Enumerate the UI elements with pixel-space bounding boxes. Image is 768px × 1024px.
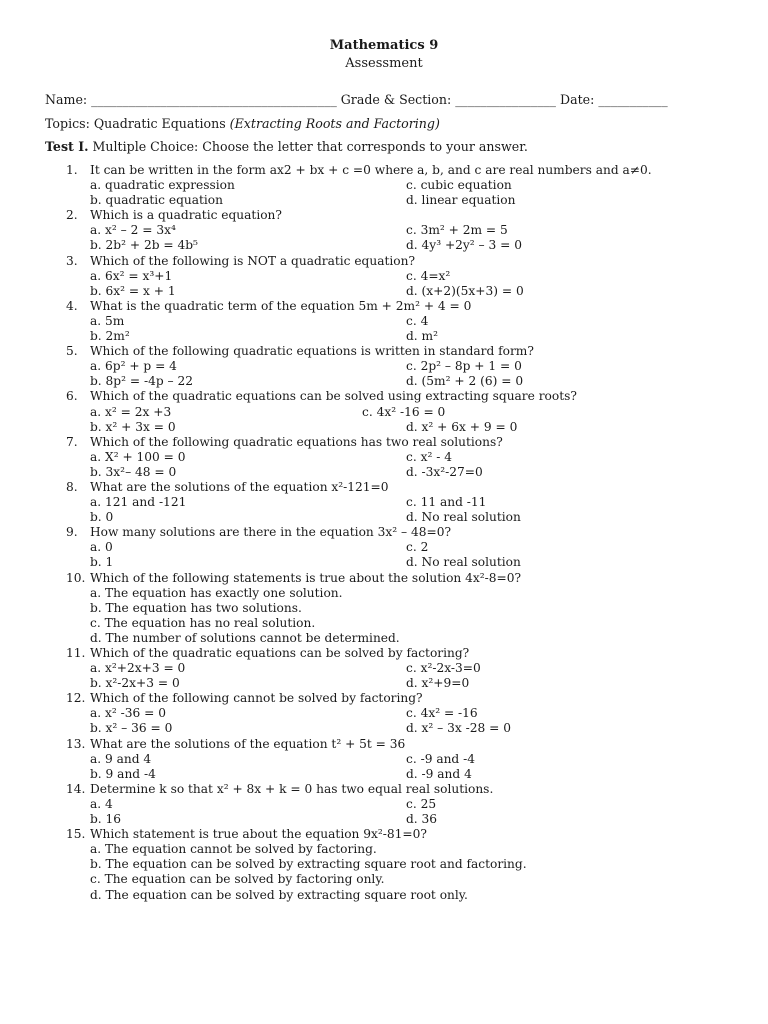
question-list [0, 163, 768, 903]
option-b: b. 8p² = -4p – 22 [90, 374, 193, 389]
question-row [0, 737, 768, 752]
option-a: a. quadratic expression [90, 178, 235, 193]
option-d: d. -9 and 4 [406, 766, 472, 781]
question-number: 4. [66, 298, 78, 313]
option-row [0, 223, 768, 238]
option-d: d. linear equation [406, 193, 516, 208]
option-b: b. The equation has two solutions. [90, 600, 302, 615]
option-d: d. No real solution [406, 510, 521, 525]
topics-label: Topics: Quadratic Equations [45, 116, 230, 131]
option-a: a. x² -36 = 0 [90, 706, 166, 721]
option-row [0, 405, 768, 420]
question-text: What is the quadratic term of the equation 5m + 2m² + 4 = 0 [90, 298, 472, 313]
question-row [0, 691, 768, 706]
question-text: Which of the following is NOT a quadratic equation? [90, 253, 415, 268]
question-row [0, 163, 768, 178]
option-d: d. (5m² + 2 (6) = 0 [406, 374, 524, 389]
option-d: d. x²+9=0 [406, 676, 470, 691]
option-row [0, 314, 768, 329]
option-b: b. 9 and -4 [90, 766, 156, 781]
option-c: c. -9 and -4 [406, 751, 475, 766]
page-title: Mathematics 9 [329, 38, 439, 53]
option-b: b. x² – 36 = 0 [90, 721, 173, 736]
question-number: 8. [66, 479, 78, 494]
option-d: d. x² + 6x + 9 = 0 [406, 419, 518, 434]
option-a: a. x²+2x+3 = 0 [90, 661, 186, 676]
option-b: b. 0 [90, 510, 114, 525]
option-row [0, 555, 768, 570]
option-row [0, 661, 768, 676]
question-text: What are the solutions of the equation x²-121=0 [90, 479, 389, 494]
option-a: a. The equation cannot be solved by factoring. [90, 842, 377, 857]
question-row [0, 782, 768, 797]
question-number: 13. [66, 736, 86, 751]
option-b: b. quadratic equation [90, 193, 223, 208]
topics-detail: (Extracting Roots and Factoring) [229, 116, 440, 131]
option-row [0, 238, 768, 253]
question-text: What are the solutions of the equation t² + 5t = 36 [90, 736, 406, 751]
option-c: c. 25 [406, 796, 437, 811]
option-a: a. X² + 100 = 0 [90, 449, 186, 464]
option-row [0, 676, 768, 691]
question-text: How many solutions are there in the equation 3x² – 48=0? [90, 525, 452, 540]
question-text: Which of the following quadratic equations has two real solutions? [90, 434, 503, 449]
option-row [0, 752, 768, 767]
question-text: Which of the following quadratic equations is written in standard form? [90, 344, 534, 359]
option-c: c. 4x² = -16 [406, 706, 478, 721]
option-row [0, 631, 768, 646]
option-d: d. The equation can be solved by extracting square root only. [90, 887, 468, 902]
option-row [0, 888, 768, 903]
option-row [0, 359, 768, 374]
option-c: c. 2p² – 8p + 1 = 0 [406, 359, 522, 374]
question-row [0, 435, 768, 450]
option-a: a. 6x² = x³+1 [90, 268, 173, 283]
option-a: a. 6p² + p = 4 [90, 359, 177, 374]
option-d: d. (x+2)(5x+3) = 0 [406, 283, 524, 298]
question-row [0, 646, 768, 661]
option-a: a. x² = 2x +3 [90, 404, 172, 419]
question-text: Which statement is true about the equation 9x²-81=0? [90, 827, 427, 842]
option-row [0, 842, 768, 857]
question-row [0, 827, 768, 842]
question-number: 1. [66, 163, 78, 177]
test-instruction: Multiple Choice: Choose the letter that corresponds to your answer. [88, 139, 528, 154]
option-c: c. 3m² + 2m = 5 [406, 223, 508, 238]
option-b: b. The equation can be solved by extracting square root and factoring. [90, 857, 527, 872]
option-row [0, 269, 768, 284]
test-label: Test I. [45, 139, 89, 154]
option-row [0, 450, 768, 465]
option-d: d. 4y³ +2y² – 3 = 0 [406, 238, 522, 253]
option-row [0, 797, 768, 812]
option-row [0, 767, 768, 782]
option-row [0, 329, 768, 344]
question-text: Which of the quadratic equations can be solved by factoring? [90, 646, 470, 660]
option-row [0, 193, 768, 208]
topics-line [45, 116, 440, 131]
test-instruction-line [45, 139, 528, 154]
option-c: c. 4 [406, 313, 429, 328]
option-c: c. 4=x² [406, 268, 451, 283]
question-number: 7. [66, 434, 78, 449]
question-text: Which of the quadratic equations can be solved using extracting square roots? [90, 389, 577, 404]
option-a: a. 0 [90, 540, 113, 555]
option-a: a. 121 and -121 [90, 495, 187, 510]
option-c: c. 11 and -11 [406, 495, 487, 510]
option-c: c. cubic equation [406, 178, 512, 193]
question-row [0, 389, 768, 404]
option-row [0, 284, 768, 299]
option-row [0, 495, 768, 510]
option-b: b. x²-2x+3 = 0 [90, 676, 180, 691]
option-row [0, 586, 768, 601]
option-row [0, 706, 768, 721]
question-text: It can be written in the form ax2 + bx + c =0 where a, b, and c are real numbers and a≠0. [90, 163, 652, 177]
question-text: Which of the following cannot be solved by factoring? [90, 691, 423, 706]
option-row [0, 420, 768, 435]
question-number: 15. [66, 827, 86, 842]
option-a: a. 5m [90, 313, 125, 328]
option-row [0, 540, 768, 555]
question-row [0, 254, 768, 269]
option-c: c. x²-2x-3=0 [406, 661, 481, 676]
option-b: b. 16 [90, 812, 122, 827]
option-row [0, 721, 768, 736]
option-row [0, 872, 768, 887]
option-b: b. 1 [90, 555, 114, 570]
option-b: b. 2m² [90, 329, 130, 344]
option-b: b. 6x² = x + 1 [90, 283, 176, 298]
question-text: Which of the following statements is true about the solution 4x²-8=0? [90, 570, 522, 585]
option-c: c. The equation has no real solution. [90, 615, 316, 630]
question-number: 12. [66, 691, 86, 706]
option-a: a. 9 and 4 [90, 751, 152, 766]
option-c: c. 2 [406, 540, 429, 555]
question-row [0, 571, 768, 586]
question-number: 10. [66, 570, 86, 585]
option-row [0, 178, 768, 193]
option-row [0, 510, 768, 525]
option-b: b. 2b² + 2b = 4b⁵ [90, 238, 198, 253]
option-d: d. m² [406, 329, 438, 344]
option-row [0, 601, 768, 616]
question-row [0, 344, 768, 359]
option-b: b. x² + 3x = 0 [90, 419, 176, 434]
question-number: 11. [66, 646, 86, 660]
option-d: d. x² – 3x -28 = 0 [406, 721, 511, 736]
question-row [0, 208, 768, 223]
question-text: Determine k so that x² + 8x + k = 0 has two equal real solutions. [90, 781, 494, 796]
option-row [0, 857, 768, 872]
question-row [0, 299, 768, 314]
question-number: 6. [66, 389, 78, 404]
option-b: b. 3x²– 48 = 0 [90, 464, 177, 479]
question-text: Which is a quadratic equation? [90, 208, 282, 223]
option-c: c. x² - 4 [406, 449, 452, 464]
question-row [0, 525, 768, 540]
question-number: 14. [66, 781, 86, 796]
option-c: c. The equation can be solved by factoring only. [90, 872, 385, 887]
option-a: a. The equation has exactly one solution. [90, 585, 343, 600]
page-subtitle: Assessment [345, 56, 423, 71]
question-row [0, 480, 768, 495]
option-d: d. The number of solutions cannot be determined. [90, 630, 400, 645]
option-row [0, 812, 768, 827]
question-number: 2. [66, 208, 78, 223]
option-d: d. -3x²-27=0 [406, 464, 483, 479]
option-row [0, 616, 768, 631]
option-d: d. No real solution [406, 555, 521, 570]
option-d: d. 36 [406, 812, 438, 827]
option-a: a. x² – 2 = 3x⁴ [90, 223, 176, 238]
student-info-line: Name: _______________________________________ Grade & Section: ________________ Date: ___________ [45, 92, 668, 107]
option-a: a. 4 [90, 796, 113, 811]
question-number: 3. [66, 253, 78, 268]
option-c: c. 4x² -16 = 0 [362, 404, 446, 419]
option-row [0, 374, 768, 389]
question-number: 9. [66, 525, 78, 540]
question-number: 5. [66, 344, 78, 359]
option-row [0, 465, 768, 480]
